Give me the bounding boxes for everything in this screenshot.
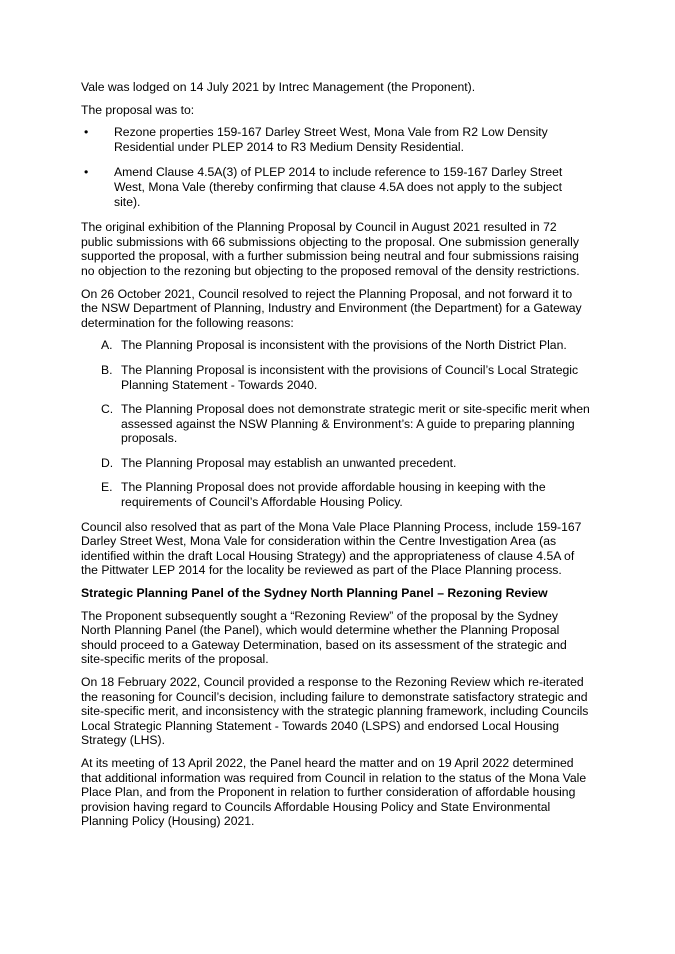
- list-item: [81, 480, 591, 509]
- list-item: [81, 456, 591, 471]
- list-marker: D.: [101, 455, 114, 470]
- list-item-text: The Planning Proposal does not provide affordable housing in keeping with the requirements of Council’s Affordable Housing Policy.: [121, 480, 546, 510]
- paragraph-rezoning-review: The Proponent subsequently sought a “Rezoning Review” of the proposal by the Sydney North Planning Panel (the Panel), which would determine whether the Planning Proposal should proceed to a Gateway Determination, based on its assessment of the strategic and site-specific merits of the proposal.: [81, 608, 567, 667]
- paragraph-council-resolution: On 26 October 2021, Council resolved to reject the Planning Proposal, and not forward it to the NSW Department of Planning, Industry and Environment (the Department) for a Gateway determination for the following reasons:: [81, 286, 582, 330]
- section-heading: Strategic Planning Panel of the Sydney North Planning Panel – Rezoning Review: [81, 586, 548, 601]
- paragraph-exhibition: The original exhibition of the Planning Proposal by Council in August 2021 resulted in 72 public submissions with 66 submissions objecting to the proposal. One submission generally supported the proposal, with a further submission being neutral and four submissions raising no objection to the rezoning but objecting to the proposed removal of the density restrictions.: [81, 220, 580, 278]
- list-item-text: The Planning Proposal is inconsistent with the provisions of Council’s Local Strategic Planning Statement - Towards 2040.: [121, 362, 579, 392]
- list-item: [81, 338, 591, 353]
- list-marker: A.: [101, 338, 113, 353]
- list-marker: E.: [101, 480, 113, 495]
- list-item: [81, 165, 591, 209]
- bullet-marker: •: [84, 125, 89, 140]
- paragraph-proposal-intro: The proposal was to:: [81, 102, 195, 117]
- list-item-text: Rezone properties 159-167 Darley Street West, Mona Vale from R2 Low Density Residential under PLEP 2014 to R3 Medium Density Residential.: [114, 125, 548, 154]
- list-item-text: The Planning Proposal may establish an unwanted precedent.: [121, 455, 457, 470]
- list-item: [81, 125, 591, 154]
- paragraph-council-response: On 18 February 2022, Council provided a response to the Rezoning Review which re-iterated the reasoning for Council’s decision, including failure to demonstrate satisfactory strategic and site-specific merit, and inconsistency with the strategic planning framework, including Councils Local Strategic Planning Statement - Towards 2040 (LSPS) and endorsed Local Housing Strategy (LHS).: [81, 675, 589, 748]
- list-item: [81, 402, 591, 446]
- paragraph-place-planning: Council also resolved that as part of the Mona Vale Place Planning Process, include 159-167 Darley Street West, Mona Vale for consideration within the Centre Investigation Area (as identified within the draft Local Housing Strategy) and the appropriateness of clause 4.5A of the Pittwater LEP 2014 for the locality be reviewed as part of the Place Planning process.: [81, 519, 582, 578]
- list-marker: B.: [101, 362, 113, 377]
- bullet-marker: •: [84, 165, 89, 180]
- paragraph-panel-meeting: At its meeting of 13 April 2022, the Panel heard the matter and on 19 April 2022 determined that additional information was required from Council in relation to the status of the Mona Vale Place Plan, and from the Proponent in relation to further consideration of affordable housing provision having regard to Councils Affordable Housing Policy and State Environmental Planning Policy (Housing) 2021.: [81, 755, 587, 829]
- document-page: [81, 80, 591, 837]
- list-item-text: Amend Clause 4.5A(3) of PLEP 2014 to include reference to 159-167 Darley Street West, Mona Vale (thereby confirming that clause 4.5A does not apply to the subject site).: [114, 165, 563, 209]
- proposal-bullet-list: [81, 125, 591, 209]
- list-item-text: The Planning Proposal does not demonstrate strategic merit or site-specific merit when assessed against the NSW Planning & Environment’s: A guide to preparing planning proposals.: [121, 402, 590, 446]
- list-item-text: The Planning Proposal is inconsistent with the provisions of the North District Plan.: [121, 338, 567, 353]
- list-item: [81, 363, 591, 392]
- list-marker: C.: [101, 402, 114, 417]
- reasons-list: [81, 338, 591, 509]
- paragraph-lodgement: Vale was lodged on 14 July 2021 by Intrec Management (the Proponent).: [81, 80, 476, 94]
